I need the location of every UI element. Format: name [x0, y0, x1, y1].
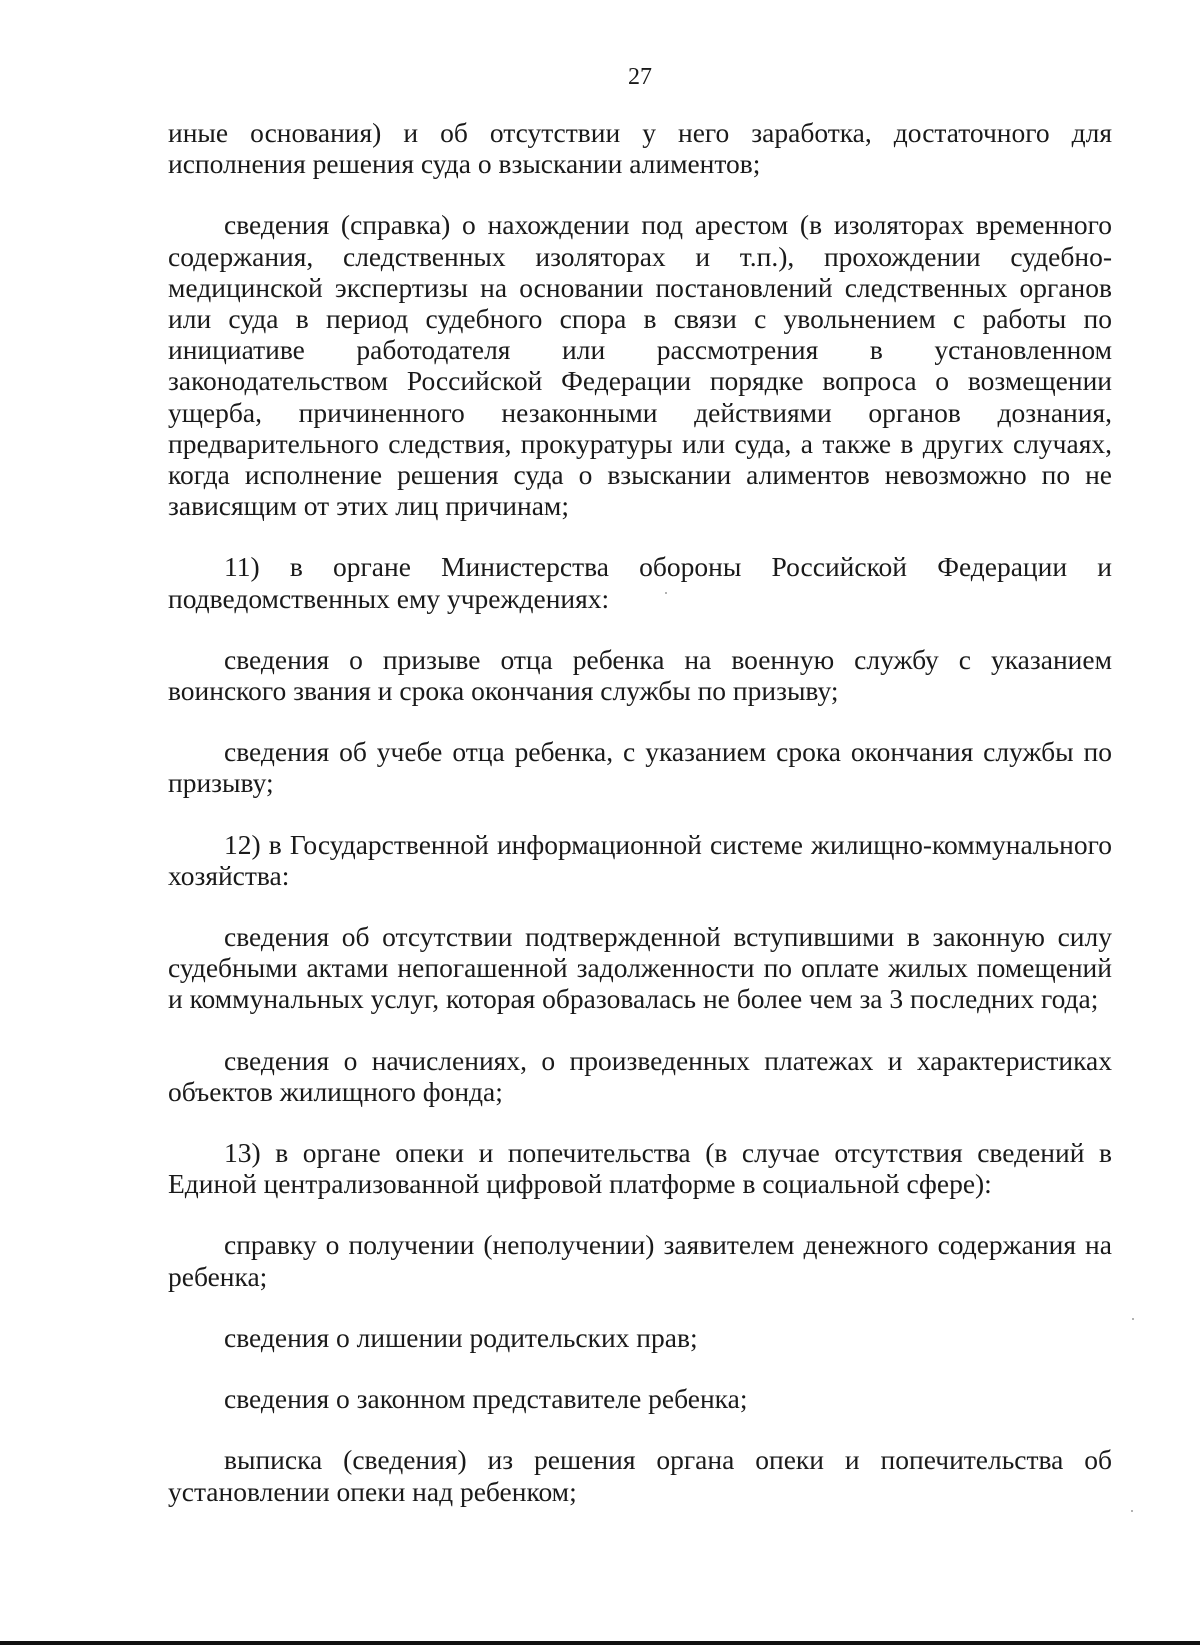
paragraph-5: сведения об учебе отца ребенка, с указанием срока окончания службы по призыву;: [168, 736, 1112, 799]
paragraph-7: сведения об отсутствии подтвержденной вступившими в законную силу судебными актами непогашенной задолженности по оплате жилых помещений и коммунальных услуг, которая образовалась не более чем за 3 последних года;: [168, 921, 1112, 1015]
paragraph-11: сведения о лишении родительских прав;: [224, 1321, 698, 1353]
scan-speck: [1132, 1318, 1134, 1320]
paragraph-12: сведения о законном представителе ребенка;: [224, 1383, 748, 1415]
paragraph-1: иные основания) и об отсутствии у него заработка, достаточного для исполнения решения суда о взыскании алиментов;: [168, 117, 1112, 180]
paragraph-4: сведения о призыве отца ребенка на военную службу с указанием воинского звания и срока окончания службы по призыву;: [168, 643, 1112, 707]
paragraph-9: 13) в органе опеки и попечительства (в случае отсутствия сведений в Единой централизованной цифровой платформе в социальной сфере):: [168, 1137, 1112, 1200]
bottom-scan-edge: [0, 1641, 1200, 1645]
paragraph-10: справку о получении (неполучении) заявителем денежного содержания на ребенка;: [168, 1229, 1112, 1292]
paragraph-6: 12) в Государственной информационной системе жилищно-коммунального хозяйства:: [168, 828, 1112, 891]
scan-speck: [1131, 1510, 1133, 1512]
paragraph-2: сведения (справка) о нахождении под арестом (в изоляторах временного содержания, следственных изоляторах и т.п.), прохождении судебно-медицинской экспертизы на основании постановлений следственных органов или суда в период судебного спора в связи с увольнением с работы по инициативе работодателя или рассмотрения в установленном законодательством Российской Федерации порядке вопроса о возмещении ущерба, причиненного незаконными действиями органов дознания, предварительного следствия, прокуратуры или суда, а также в других случаях, когда исполнение решения суда о взыскании алиментов невозможно по не зависящим от этих лиц причинам;: [168, 209, 1112, 522]
document-body: [168, 117, 1112, 1537]
paragraph-3: 11) в органе Министерства обороны Российской Федерации и подведомственных ему учреждениях:: [168, 551, 1112, 614]
paragraph-13: выписка (сведения) из решения органа опеки и попечительства об установлении опеки над ребенком;: [168, 1444, 1112, 1507]
paragraph-8: сведения о начислениях, о произведенных платежах и характеристиках объектов жилищного фонда;: [168, 1044, 1112, 1107]
page-number: 27: [628, 64, 652, 90]
scan-speck: [665, 592, 667, 594]
